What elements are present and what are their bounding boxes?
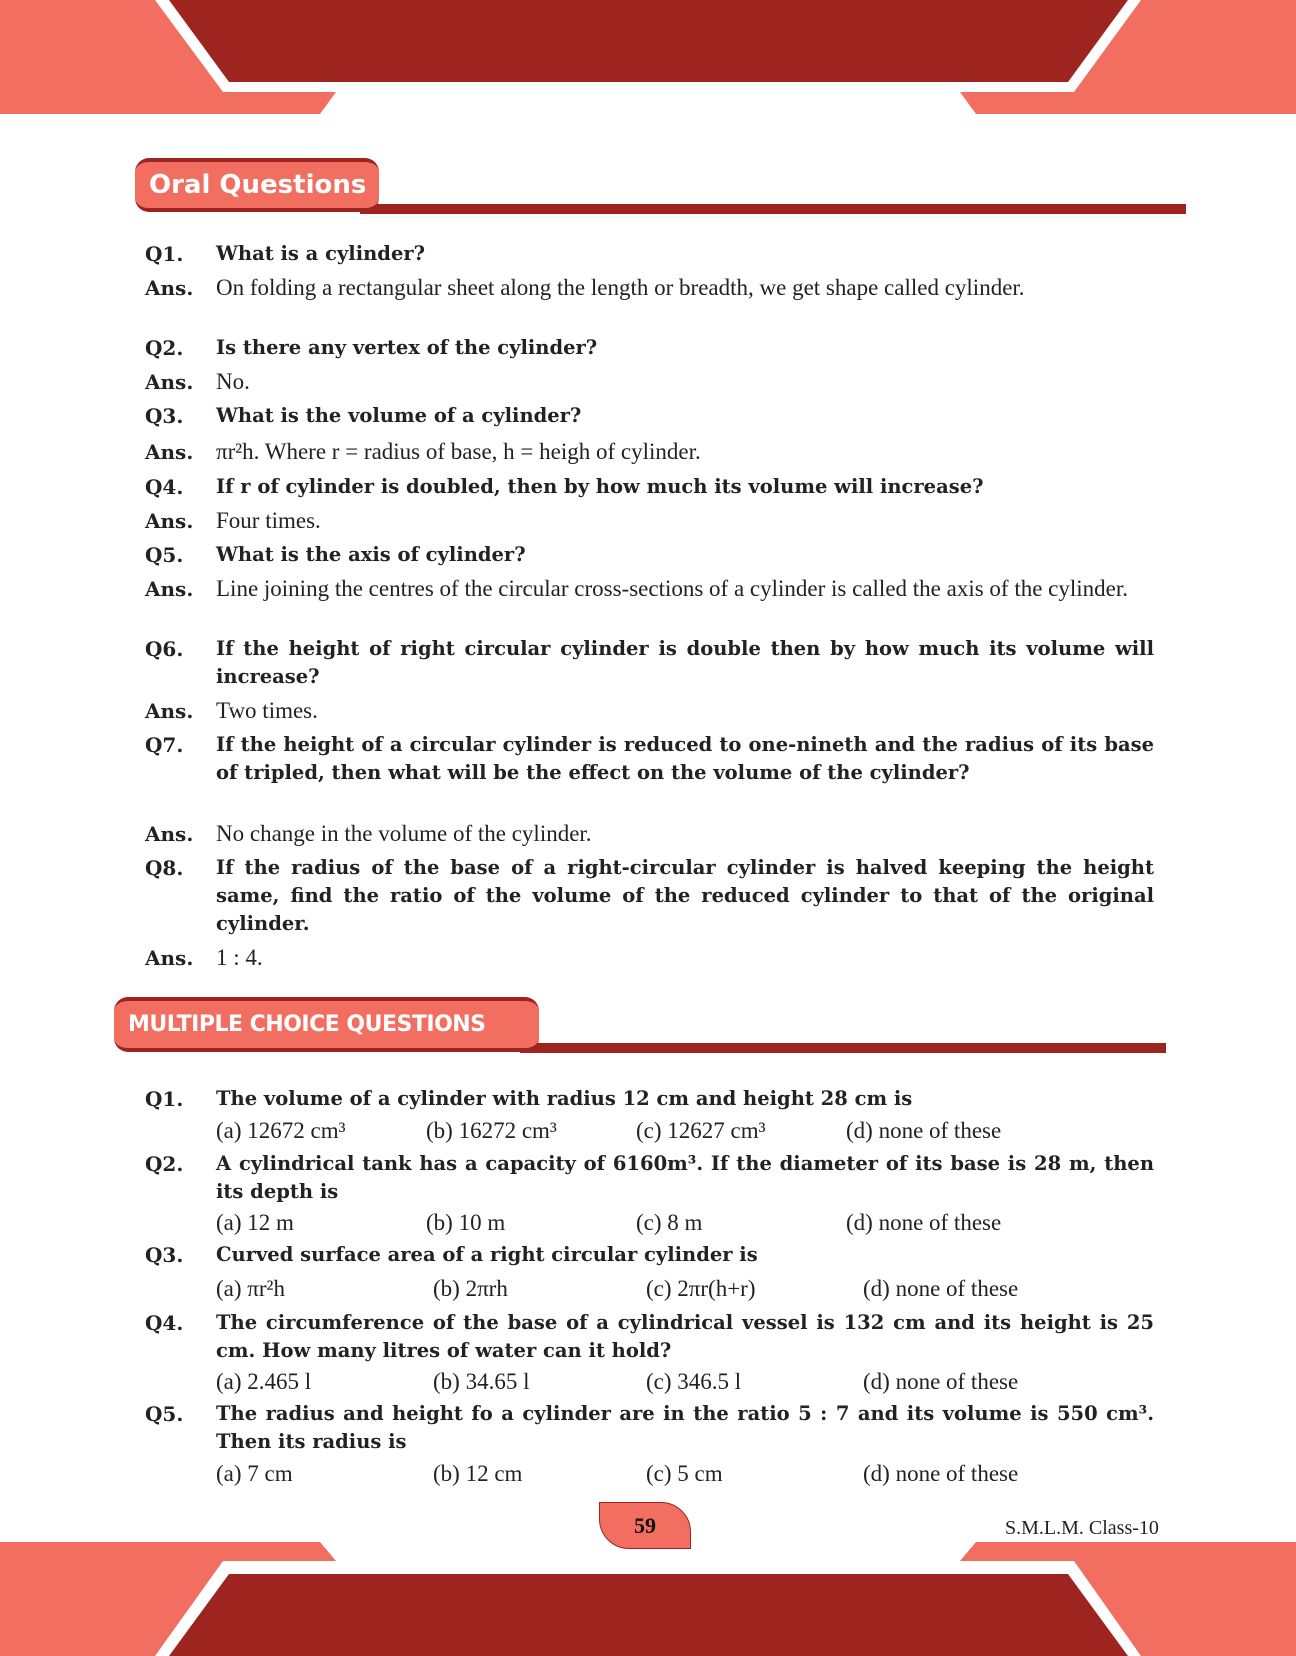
answer-text: On folding a rectangular sheet along the length or breadth, we get shape called cylinder. xyxy=(216,275,1025,300)
mcq-title: MULTIPLE CHOICE QUESTIONS xyxy=(128,1012,486,1037)
mcq-option: (d) none of these xyxy=(863,1369,1019,1394)
mcq-option: (c) 5 cm xyxy=(646,1461,723,1486)
mcq-option: (d) none of these xyxy=(846,1118,1002,1143)
mcq-option: (c) 8 m xyxy=(636,1210,703,1235)
question-text: What is the axis of cylinder? xyxy=(216,543,526,566)
answer-label: Ans. xyxy=(145,370,194,394)
question-label: Q4. xyxy=(145,475,184,499)
mcq-question-label: Q2. xyxy=(145,1152,184,1176)
answer-label: Ans. xyxy=(145,822,194,846)
answer-label: Ans. xyxy=(145,699,194,723)
mcq-option: (b) 12 cm xyxy=(433,1461,523,1486)
mcq-question-text: The circumference of the base of a cylindrical vessel is 132 cm and its height is 25 cm. How many litres of water can it hold? xyxy=(216,1311,1154,1362)
mcq-option: (b) 34.65 l xyxy=(433,1369,530,1394)
mcq-option: (b) 10 m xyxy=(426,1210,506,1235)
mcq-section-rule xyxy=(520,1043,1166,1053)
mcq-option: (b) 2πrh xyxy=(433,1276,508,1301)
answer-text: 1 : 4. xyxy=(216,945,263,970)
mcq-section-heading xyxy=(114,997,539,1052)
answer-text: Line joining the centres of the circular cross-sections of a cylinder is called the axis of the cylinder. xyxy=(216,576,1129,601)
question-label: Q5. xyxy=(145,543,184,567)
oral-section-heading xyxy=(135,158,379,212)
question-label: Q8. xyxy=(145,856,184,880)
question-text: If the height of right circular cylinder is double then by how much its volume will increase? xyxy=(216,637,1154,688)
mcq-option: (d) none of these xyxy=(846,1210,1002,1235)
question-label: Q6. xyxy=(145,637,184,661)
mcq-option: (a) 12672 cm³ xyxy=(216,1118,346,1143)
answer-label: Ans. xyxy=(145,577,194,601)
answer-text: Four times. xyxy=(216,508,321,533)
page-number: 59 xyxy=(634,1512,656,1538)
mcq-question-text: A cylindrical tank has a capacity of 6160m³. If the diameter of its base is 28 m, then its depth is xyxy=(216,1152,1154,1203)
mcq-option: (b) 16272 cm³ xyxy=(426,1118,557,1143)
mcq-question-text: The radius and height fo a cylinder are in the ratio 5 : 7 and its volume is 550 cm³. Then its radius is xyxy=(216,1402,1154,1453)
answer-text: πr²h. Where r = radius of base, h = heigh of cylinder. xyxy=(216,439,701,464)
answer-label: Ans. xyxy=(145,440,194,464)
mcq-question-label: Q5. xyxy=(145,1402,184,1426)
question-text: If the height of a circular cylinder is reduced to one-nineth and the radius of its base of tripled, then what will be the effect on the volume of the cylinder? xyxy=(216,733,1154,784)
question-text: If r of cylinder is doubled, then by how much its volume will increase? xyxy=(216,475,984,498)
mcq-option: (c) 12627 cm³ xyxy=(636,1118,766,1143)
mcq-question-label: Q1. xyxy=(145,1087,184,1111)
header-decoration xyxy=(0,0,1296,120)
question-text: What is a cylinder? xyxy=(216,242,426,265)
question-label: Q1. xyxy=(145,242,184,266)
mcq-option: (c) 346.5 l xyxy=(646,1369,742,1394)
question-label: Q3. xyxy=(145,404,184,428)
answer-text: No. xyxy=(216,369,250,394)
mcq-option: (d) none of these xyxy=(863,1276,1019,1301)
oral-section-rule xyxy=(360,204,1186,214)
book-label: S.M.L.M. Class-10 xyxy=(1005,1517,1159,1539)
answer-label: Ans. xyxy=(145,509,194,533)
oral-title: Oral Questions xyxy=(149,170,367,200)
mcq-option: (a) 12 m xyxy=(216,1210,294,1235)
mcq-option: (a) πr²h xyxy=(216,1276,285,1301)
question-label: Q2. xyxy=(145,336,184,360)
mcq-option: (d) none of these xyxy=(863,1461,1019,1486)
mcq-question-text: The volume of a cylinder with radius 12 cm and height 28 cm is xyxy=(216,1087,913,1110)
mcq-option: (a) 7 cm xyxy=(216,1461,293,1486)
answer-text: No change in the volume of the cylinder. xyxy=(216,821,592,846)
question-text: What is the volume of a cylinder? xyxy=(216,404,582,427)
answer-text: Two times. xyxy=(216,698,318,723)
mcq-question-label: Q3. xyxy=(145,1243,184,1267)
answer-label: Ans. xyxy=(145,946,194,970)
question-text: If the radius of the base of a right-circular cylinder is halved keeping the height same, find the ratio of the volume of the reduced cylinder to that of the original cylinder. xyxy=(216,856,1154,935)
mcq-option: (c) 2πr(h+r) xyxy=(646,1276,756,1301)
mcq-question-label: Q4. xyxy=(145,1311,184,1335)
mcq-option: (a) 2.465 l xyxy=(216,1369,312,1394)
footer-decoration xyxy=(0,1540,1296,1656)
question-label: Q7. xyxy=(145,733,184,757)
mcq-question-text: Curved surface area of a right circular cylinder is xyxy=(216,1243,758,1266)
answer-label: Ans. xyxy=(145,276,194,300)
question-text: Is there any vertex of the cylinder? xyxy=(216,336,598,359)
